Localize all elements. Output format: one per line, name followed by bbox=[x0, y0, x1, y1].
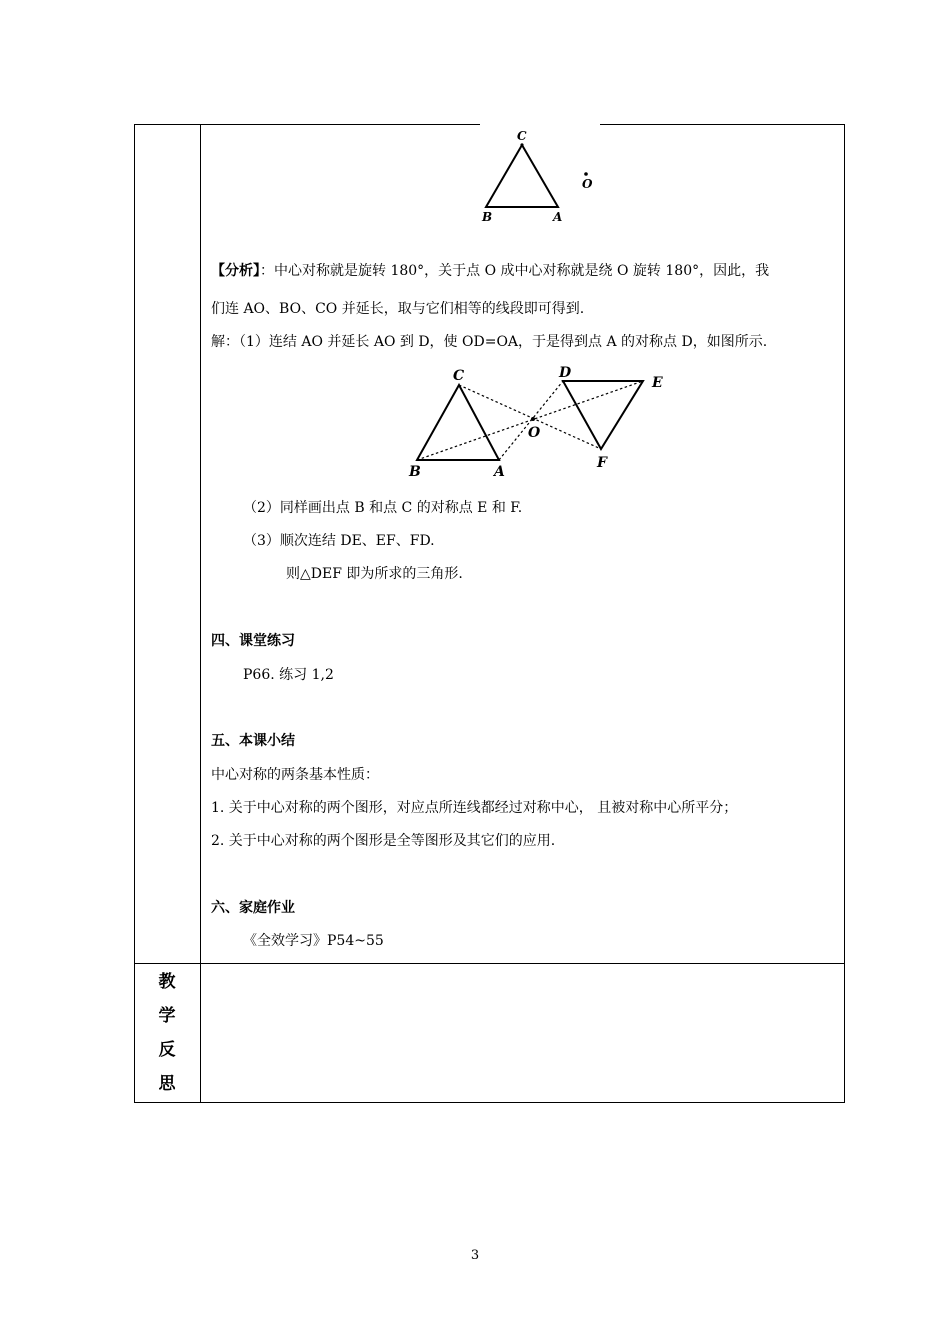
reflection-char-2: 学 bbox=[158, 1006, 176, 1026]
label-o: O bbox=[582, 177, 593, 191]
reflection-char-4: 思 bbox=[158, 1074, 176, 1094]
analysis-bracket-label: 【分析】 bbox=[211, 263, 260, 279]
label-b2: B bbox=[409, 464, 421, 480]
section-5-intro: 中心对称的两条基本性质： bbox=[211, 767, 379, 783]
solution-conclusion: 则△DEF 即为所求的三角形. bbox=[286, 566, 463, 582]
solution-step-3: （3）顺次连结 DE、EF、FD. bbox=[243, 533, 435, 549]
column-divider bbox=[200, 124, 201, 1103]
section-4-title: 四、课堂练习 bbox=[211, 633, 295, 649]
section-5-title: 五、本课小结 bbox=[211, 733, 295, 749]
label-e2: E bbox=[652, 375, 663, 391]
analysis-line-2: 们连 AO、BO、CO 并延长，取与它们相等的线段即可得到. bbox=[211, 301, 585, 317]
label-a2: A bbox=[494, 464, 505, 480]
section-4-content: P66. 练习 1,2 bbox=[243, 667, 334, 683]
page-number: 3 bbox=[470, 1248, 480, 1263]
label-d2: D bbox=[559, 365, 572, 381]
label-c: C bbox=[517, 129, 527, 143]
section-5-item-2: 2. 关于中心对称的两个图形是全等图形及其它们的应用. bbox=[211, 833, 556, 849]
figure-triangle-abc bbox=[470, 125, 620, 230]
row-divider bbox=[134, 963, 845, 964]
figure-symmetric-triangles bbox=[400, 363, 690, 483]
reflection-char-3: 反 bbox=[158, 1040, 176, 1060]
label-f2: F bbox=[597, 455, 607, 471]
label-a: A bbox=[553, 210, 563, 224]
label-o2: O bbox=[528, 425, 541, 441]
solution-step-1: 解：（1）连结 AO 并延长 AO 到 D，使 OD=OA，于是得到点 A 的对称点 D，如图所示. bbox=[211, 334, 768, 350]
section-6-content: 《全效学习》P54~55 bbox=[243, 933, 384, 949]
reflection-char-1: 教 bbox=[158, 972, 176, 992]
section-5-item-1: 1. 关于中心对称的两个图形，对应点所连线都经过对称中心， 且被对称中心所平分； bbox=[211, 800, 738, 816]
analysis-line-1 bbox=[211, 262, 769, 280]
label-c2: C bbox=[453, 368, 465, 384]
label-b: B bbox=[482, 210, 493, 224]
section-6-title: 六、家庭作业 bbox=[211, 900, 295, 916]
analysis-text-1: ：中心对称就是旋转 180°，关于点 O 成中心对称就是绕 O 旋转 180°，因此，我 bbox=[260, 263, 770, 279]
solution-step-2: （2）同样画出点 B 和点 C 的对称点 E 和 F. bbox=[243, 500, 523, 516]
